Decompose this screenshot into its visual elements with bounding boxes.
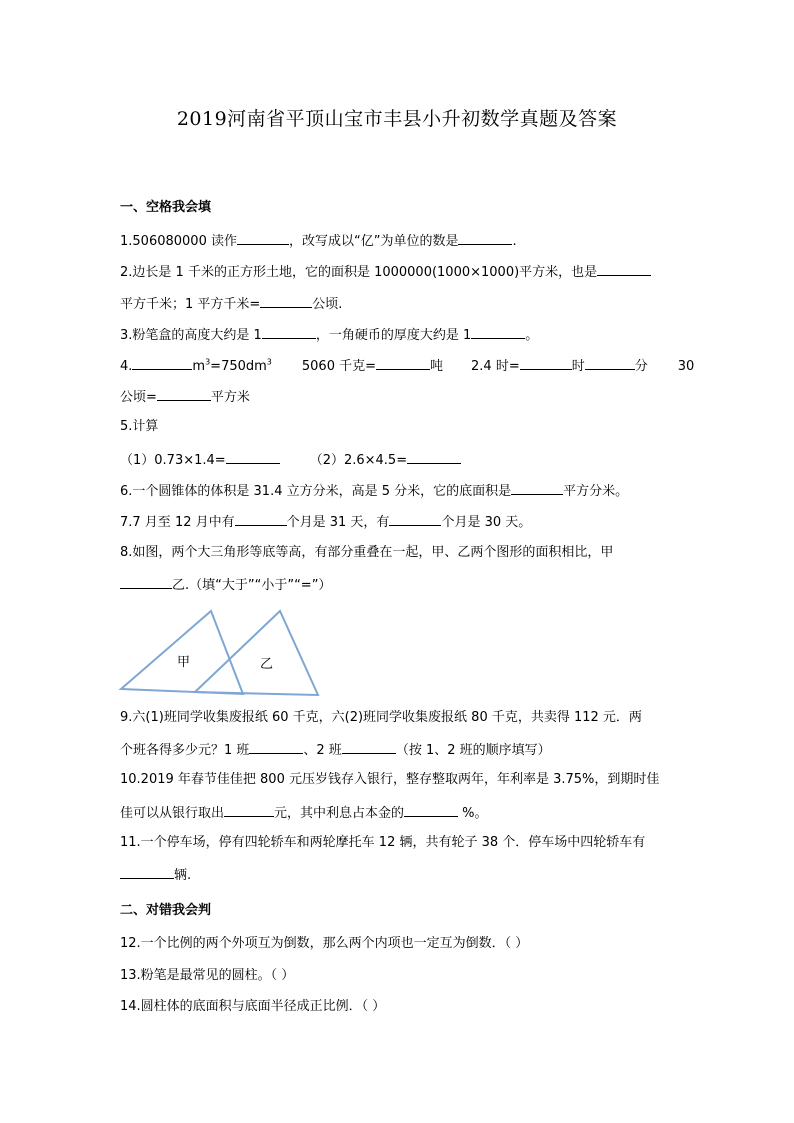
question-4-line-2 xyxy=(120,388,250,406)
question-14: 14.圆柱体的底面积与底面半径成正比例．（ ） xyxy=(120,999,386,1014)
question-8-line-1 xyxy=(120,545,613,561)
answer-blank[interactable] xyxy=(471,326,525,339)
question-1 xyxy=(120,232,517,250)
answer-blank[interactable] xyxy=(520,357,572,370)
q8-text-b: 乙.（填“大于”“小于”“=”） xyxy=(172,578,332,593)
question-8-line-2 xyxy=(120,576,331,594)
answer-blank[interactable] xyxy=(262,326,316,339)
q8-text-a: 8.如图，两个大三角形等底等高，有部分重叠在一起，甲、乙两个图形的面积相比，甲 xyxy=(120,545,614,560)
question-6 xyxy=(120,482,628,500)
left-triangle xyxy=(121,611,243,694)
q2-text-a: 2.边长是 1 千米的正方形土地，它的面积是 1000000(1000×1000)平方米，也是 xyxy=(120,265,598,280)
q5-part-1: （1）0.73×1.4= xyxy=(120,453,226,468)
q4-text-d: 2.4 时= xyxy=(471,359,520,374)
q1-text-c: . xyxy=(512,234,517,249)
answer-blank[interactable] xyxy=(249,741,303,754)
answer-blank[interactable] xyxy=(226,451,280,464)
q2-text-b: 平方千米；1 平方千米= xyxy=(120,297,261,312)
question-10-line-1 xyxy=(120,772,659,788)
q4-text-f: 分 xyxy=(634,359,648,374)
answer-blank[interactable] xyxy=(237,232,289,245)
answer-blank[interactable] xyxy=(157,388,211,401)
question-11-line-1 xyxy=(120,835,645,851)
q10-text-b: 佳可以从银行取出 xyxy=(120,806,225,821)
q11-text-a: 11.一个停车场，停有四轮轿车和两轮摩托车 12 辆，共有轮子 38 个．停车场中四轮轿车有 xyxy=(120,835,646,850)
q10-text-a: 10.2019 年春节佳佳把 800 元压岁钱存入银行，整存整取两年，年利率是 3.75%，到期时佳 xyxy=(120,772,660,787)
q4-text-i: 平方米 xyxy=(210,390,250,405)
q4-text-b: 5060 千克= xyxy=(301,359,376,374)
answer-blank[interactable] xyxy=(407,451,461,464)
q9-text-a: 9.六(1)班同学收集废报纸 60 千克，六(2)班同学收集废报纸 80 千克，共卖得 112 元．两 xyxy=(120,710,642,725)
q4-text-eq: =750dm xyxy=(210,359,267,374)
question-5-label: 5.计算 xyxy=(120,419,159,434)
q3-text-a: 3.粉笔盒的高度大约是 1 xyxy=(120,328,262,343)
answer-blank[interactable] xyxy=(260,295,312,308)
answer-blank[interactable] xyxy=(404,804,458,817)
q7-text-b: 个月是 31 天，有 xyxy=(286,515,390,530)
question-3 xyxy=(120,326,538,344)
answer-blank[interactable] xyxy=(585,357,635,370)
question-9-line-1 xyxy=(120,710,642,726)
answer-blank[interactable] xyxy=(120,866,174,879)
answer-blank[interactable] xyxy=(389,513,441,526)
question-2-line-1 xyxy=(120,263,651,281)
q6-text-b: 平方分米。 xyxy=(563,484,629,499)
overlapping-triangles-figure xyxy=(115,607,325,699)
q1-text-a: 1.506080000 读作 xyxy=(120,234,237,249)
section-heading-judge: 二、对错我会判 xyxy=(120,903,212,918)
question-13: 13.粉笔是最常见的圆柱。（ ） xyxy=(120,968,295,983)
answer-blank[interactable] xyxy=(511,482,563,495)
q9-text-b: 个班各得多少元？1 班 xyxy=(120,743,250,758)
q3-text-b: ，一角硬币的厚度大约是 1 xyxy=(315,328,472,343)
q3-text-c: 。 xyxy=(525,328,539,343)
q4-text-a: 4. xyxy=(120,359,133,374)
q4-unit-m: m xyxy=(192,359,206,374)
answer-blank[interactable] xyxy=(458,232,512,245)
q4-exponent: 3 xyxy=(266,357,272,367)
answer-blank[interactable] xyxy=(235,513,287,526)
q10-text-c: 元，其中利息占本金的 xyxy=(274,806,405,821)
q2-text-c: 公顷. xyxy=(312,297,343,312)
q6-text-a: 6.一个圆锥体的体积是 31.4 立方分米，高是 5 分米，它的底面积是 xyxy=(120,484,512,499)
question-4-line-1 xyxy=(120,357,694,375)
q10-text-d: %。 xyxy=(458,806,488,821)
answer-blank[interactable] xyxy=(376,357,430,370)
q4-text-h: 公顷= xyxy=(120,390,157,405)
q5-part-2: （2）2.6×4.5= xyxy=(309,453,408,468)
question-10-line-2 xyxy=(120,804,488,822)
question-11-line-2 xyxy=(120,866,191,884)
answer-blank[interactable] xyxy=(132,357,192,370)
section-heading-fill: 一、空格我会填 xyxy=(120,200,212,215)
q1-text-b: ，改写成以“亿”为单位的数是 xyxy=(288,234,459,249)
q9-text-c: 、2 班 xyxy=(303,743,342,758)
q4-text-g: 30 xyxy=(677,359,695,374)
answer-blank[interactable] xyxy=(597,263,651,276)
q7-text-c: 个月是 30 天。 xyxy=(441,515,532,530)
question-7 xyxy=(120,513,531,531)
question-12: 12.一个比例的两个外项互为倒数，那么两个内项也一定互为倒数．（ ） xyxy=(120,936,529,951)
q9-text-d: （按 1、2 班的顺序填写） xyxy=(395,743,551,758)
q4-text-c: 吨 xyxy=(430,359,444,374)
q4-exponent: 3 xyxy=(205,357,211,367)
question-2-line-2 xyxy=(120,295,342,313)
question-5-parts xyxy=(120,451,461,469)
q7-text-a: 7.7 月至 12 月中有 xyxy=(120,515,235,530)
label-yi: 乙 xyxy=(260,657,274,672)
label-jia: 甲 xyxy=(177,655,191,670)
answer-blank[interactable] xyxy=(224,804,274,817)
page-title: 2019河南省平顶山宝市丰县小升初数学真题及答案 xyxy=(176,108,618,130)
question-9-line-2 xyxy=(120,741,551,759)
answer-blank[interactable] xyxy=(120,576,172,589)
answer-blank[interactable] xyxy=(342,741,396,754)
right-triangle xyxy=(195,611,318,695)
q4-text-e: 时 xyxy=(571,359,585,374)
q11-text-b: 辆. xyxy=(174,868,192,883)
